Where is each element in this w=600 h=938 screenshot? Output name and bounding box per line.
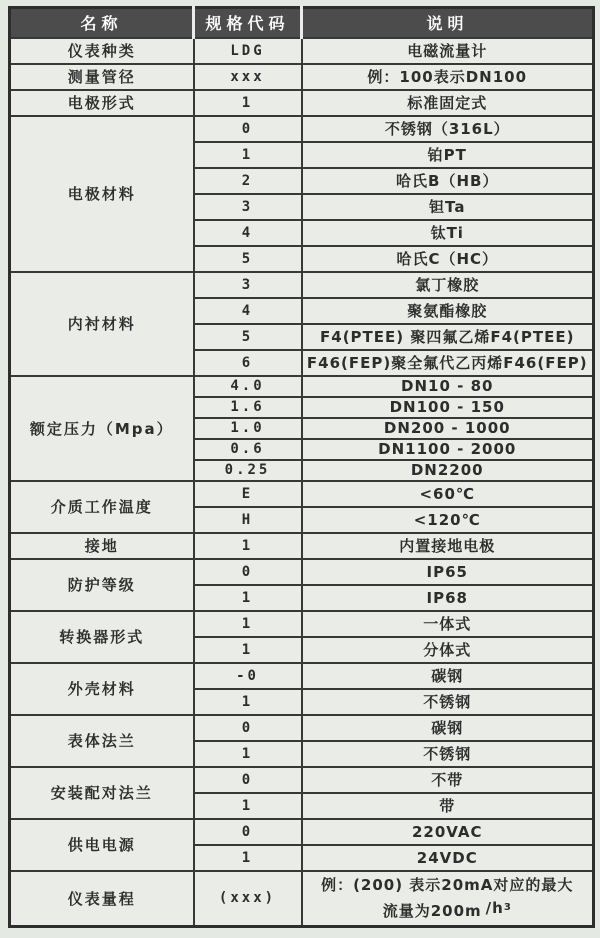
code-cell: 1 <box>194 637 302 663</box>
desc-cell: 哈氏C（HC） <box>302 246 594 272</box>
code-cell: 1 <box>194 90 302 116</box>
desc-cell: 不带 <box>302 767 594 793</box>
desc-cell: 电磁流量计 <box>302 38 594 64</box>
table-row <box>10 663 594 689</box>
group-name-cell: 外壳材料 <box>10 663 194 715</box>
desc-cell: 钽Ta <box>302 194 594 220</box>
desc-cell: DN10 - 80 <box>302 376 594 397</box>
desc-cell: 哈氏B（HB） <box>302 168 594 194</box>
desc-cell: 带 <box>302 793 594 819</box>
desc-cell: 氯丁橡胶 <box>302 272 594 298</box>
range-desc-unit: /h <box>485 898 504 917</box>
desc-cell: DN1100 - 2000 <box>302 439 594 460</box>
table-row <box>10 559 594 585</box>
table-row <box>10 272 594 298</box>
table-row <box>10 715 594 741</box>
table-row <box>10 481 594 507</box>
desc-cell: 例：100表示DN100 <box>302 64 594 90</box>
code-cell: LDG <box>194 38 302 64</box>
desc-cell: 碳钢 <box>302 663 594 689</box>
code-cell: 3 <box>194 272 302 298</box>
code-cell: 5 <box>194 324 302 350</box>
code-cell: xxx <box>194 64 302 90</box>
code-cell: 1 <box>194 611 302 637</box>
range-desc-line2 <box>303 897 593 923</box>
group-name-cell: 供电电源 <box>10 819 194 871</box>
spec-table <box>8 6 595 928</box>
table-row <box>10 64 594 90</box>
group-name-cell: 转换器形式 <box>10 611 194 663</box>
code-cell: 5 <box>194 246 302 272</box>
code-cell: H <box>194 507 302 533</box>
code-cell: 0 <box>194 819 302 845</box>
table-row <box>10 819 594 845</box>
code-cell: 4 <box>194 298 302 324</box>
code-cell: 0 <box>194 715 302 741</box>
group-name-cell: 仪表种类 <box>10 38 194 64</box>
desc-cell: <60℃ <box>302 481 594 507</box>
desc-cell: IP65 <box>302 559 594 585</box>
desc-cell: DN2200 <box>302 460 594 481</box>
desc-cell: 不锈钢（316L） <box>302 116 594 142</box>
table-row <box>10 611 594 637</box>
code-cell: 1.6 <box>194 397 302 418</box>
group-name-cell: 接地 <box>10 533 194 559</box>
desc-cell: 铂PT <box>302 142 594 168</box>
code-cell: 3 <box>194 194 302 220</box>
group-name-cell: 仪表量程 <box>10 871 194 927</box>
table-row <box>10 38 594 64</box>
range-desc-superscript: 3 <box>503 901 512 913</box>
table-row <box>10 376 594 397</box>
group-name-cell: 测量管径 <box>10 64 194 90</box>
header-row <box>10 8 594 38</box>
desc-cell: F46(FEP)聚全氟代乙丙烯F46(FEP) <box>302 350 594 376</box>
code-cell: 1.0 <box>194 418 302 439</box>
range-desc-flow: 流量为200m <box>382 901 482 920</box>
desc-cell: <120℃ <box>302 507 594 533</box>
desc-cell: 标准固定式 <box>302 90 594 116</box>
code-cell: 1 <box>194 845 302 871</box>
table-row <box>10 871 594 927</box>
desc-cell: 聚氨酯橡胶 <box>302 298 594 324</box>
table-row <box>10 90 594 116</box>
desc-cell: IP68 <box>302 585 594 611</box>
desc-cell: 24VDC <box>302 845 594 871</box>
code-cell: 1 <box>194 585 302 611</box>
desc-cell: DN100 - 150 <box>302 397 594 418</box>
code-cell: 2 <box>194 168 302 194</box>
desc-cell: 不锈钢 <box>302 741 594 767</box>
code-cell: 6 <box>194 350 302 376</box>
desc-cell <box>302 871 594 927</box>
code-cell: 4 <box>194 220 302 246</box>
code-cell: (xxx) <box>194 871 302 927</box>
desc-cell: DN200 - 1000 <box>302 418 594 439</box>
desc-cell: 内置接地电极 <box>302 533 594 559</box>
range-desc-line1: 例：(200) 表示20mA对应的最大 <box>321 876 574 895</box>
group-name-cell: 介质工作温度 <box>10 481 194 533</box>
code-cell: 1 <box>194 533 302 559</box>
code-cell: 1 <box>194 741 302 767</box>
group-name-cell: 安装配对法兰 <box>10 767 194 819</box>
code-cell: 4.0 <box>194 376 302 397</box>
code-cell: 0 <box>194 559 302 585</box>
code-cell: 1 <box>194 689 302 715</box>
code-cell: 0 <box>194 767 302 793</box>
group-name-cell: 额定压力（Mpa） <box>10 376 194 481</box>
code-cell: E <box>194 481 302 507</box>
table-row <box>10 767 594 793</box>
desc-cell: F4(PTEE) 聚四氟乙烯F4(PTEE) <box>302 324 594 350</box>
group-name-cell: 电极材料 <box>10 116 194 272</box>
table-row <box>10 533 594 559</box>
code-cell: 0.25 <box>194 460 302 481</box>
group-name-cell: 电极形式 <box>10 90 194 116</box>
table-row <box>10 116 594 142</box>
desc-cell: 分体式 <box>302 637 594 663</box>
desc-cell: 不锈钢 <box>302 689 594 715</box>
code-cell: 0 <box>194 116 302 142</box>
code-cell: 1 <box>194 793 302 819</box>
group-name-cell: 防护等级 <box>10 559 194 611</box>
group-name-cell: 表体法兰 <box>10 715 194 767</box>
column-header-desc: 说明 <box>302 8 594 38</box>
code-cell: 1 <box>194 142 302 168</box>
column-header-code: 规格代码 <box>194 8 302 38</box>
group-name-cell: 内衬材料 <box>10 272 194 376</box>
desc-cell: 钛Ti <box>302 220 594 246</box>
desc-cell: 碳钢 <box>302 715 594 741</box>
code-cell: -0 <box>194 663 302 689</box>
code-cell: 0.6 <box>194 439 302 460</box>
column-header-name: 名称 <box>10 8 194 38</box>
desc-cell: 220VAC <box>302 819 594 845</box>
desc-cell: 一体式 <box>302 611 594 637</box>
